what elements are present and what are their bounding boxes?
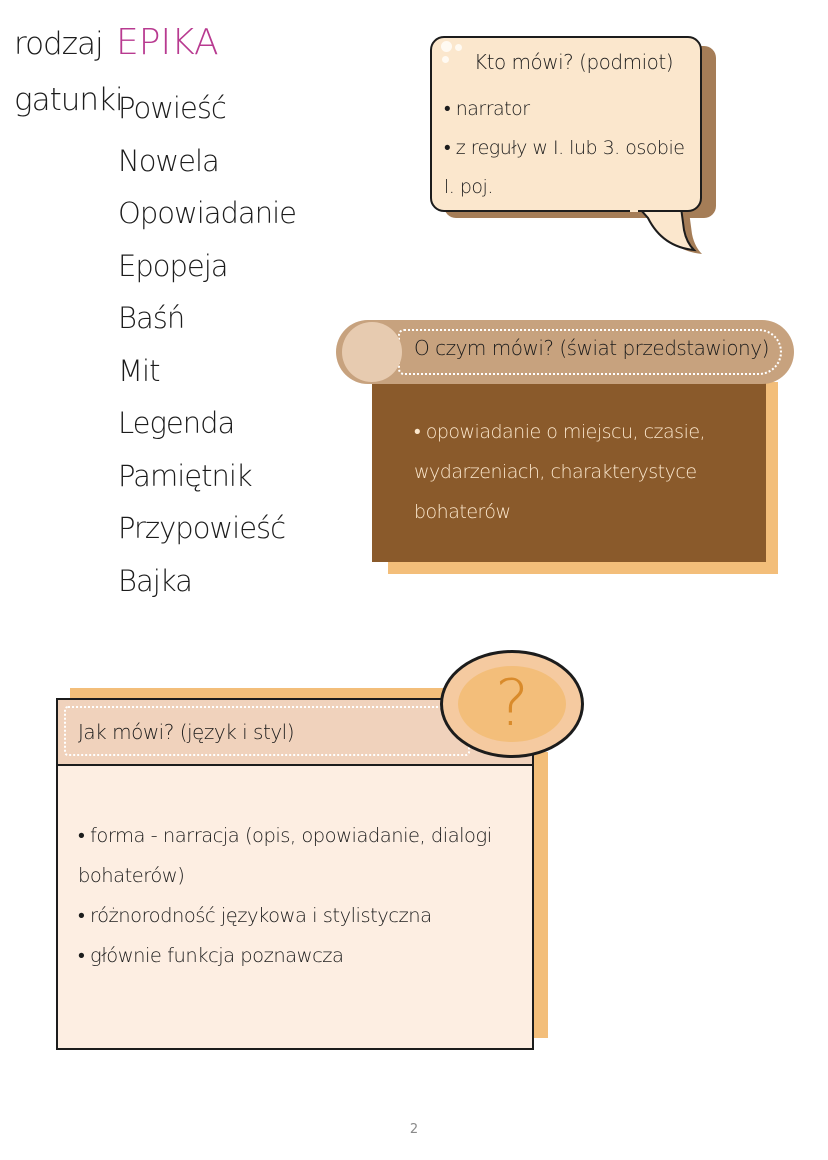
style-box bbox=[56, 698, 534, 1050]
bubble-dot-icon bbox=[455, 44, 462, 51]
question-mark-icon: ? bbox=[495, 667, 529, 741]
genre-item: Opowiadanie bbox=[118, 196, 296, 230]
style-box-shadow bbox=[534, 752, 548, 1038]
bubble-tail-cover bbox=[628, 198, 640, 216]
rodzaj-label: rodzaj bbox=[14, 26, 103, 62]
rodzaj-value: EPIKA bbox=[116, 22, 219, 63]
genre-item: Epopeja bbox=[118, 248, 228, 283]
bubble-dot-icon bbox=[441, 41, 452, 52]
genre-item: Bajka bbox=[118, 563, 192, 598]
genre-item: Baśń bbox=[118, 301, 185, 335]
speaker-box-title: Kto mówi? (podmiot) bbox=[474, 50, 674, 74]
genre-item: Powieść bbox=[118, 91, 226, 125]
gatunki-label: gatunki bbox=[14, 82, 123, 118]
genre-item: Legenda bbox=[118, 406, 235, 440]
style-box-title: Jak mówi? (język i styl) bbox=[78, 720, 295, 744]
genre-item: Pamiętnik bbox=[118, 458, 252, 493]
world-box-text: • opowiadanie o miejscu, czasie, wydarzeniach, charakterystyce bohaterów bbox=[414, 421, 706, 523]
style-box-text bbox=[78, 816, 518, 976]
world-box-title: O czym mówi? (świat przedstawiony) bbox=[414, 336, 769, 360]
speaker-box bbox=[430, 36, 702, 212]
genre-item: Przypowieść bbox=[118, 511, 286, 545]
page-number: 2 bbox=[409, 1122, 419, 1137]
style-box-line: • różnorodność językowa i stylistyczna bbox=[78, 904, 432, 927]
world-circle-icon bbox=[342, 322, 402, 382]
bubble-dot-icon bbox=[442, 56, 449, 63]
genre-list bbox=[118, 82, 296, 607]
style-box-line: • głównie funkcja poznawcza bbox=[78, 944, 344, 967]
genre-item: Mit bbox=[118, 353, 160, 388]
question-badge bbox=[440, 650, 584, 758]
style-box-line: • forma - narracja (opis, opowiadanie, dialogi bohaterów) bbox=[78, 824, 492, 887]
speaker-box-text: • narrator • z reguły w I. lub 3. osobie l. poj. bbox=[444, 98, 685, 198]
genre-item: Nowela bbox=[118, 143, 219, 178]
